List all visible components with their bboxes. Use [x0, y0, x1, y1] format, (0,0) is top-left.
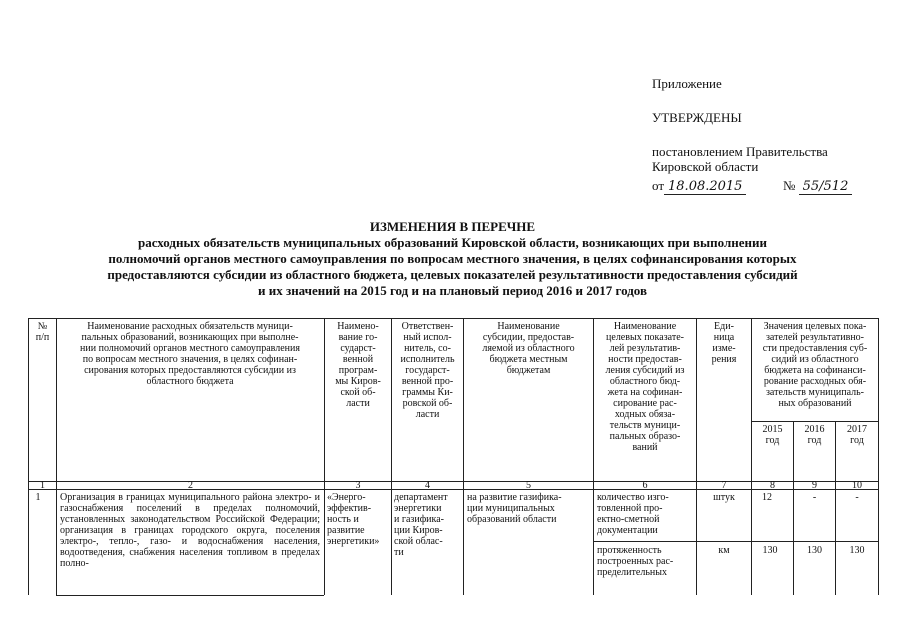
title-line-3: предоставляются субсидии из областного бюджета, целевых показателей результативности предоставления субсидий — [107, 267, 798, 282]
subsidy-name: на развитие газифика- ции муниципальных образований области — [467, 492, 562, 525]
column-number: 9 — [812, 480, 817, 491]
header-executor: Ответствен- ный испол- нитель, со- исполнитель государст- венной про- граммы Ки- ровской об- ласти — [400, 321, 455, 420]
column-number: 4 — [425, 480, 430, 491]
header-subsidy: Наименование субсидии, предостав- ляемой из областного бюджета местным бюджетам — [482, 321, 575, 376]
header-year-2016: 2016 год — [804, 424, 825, 446]
column-number: 5 — [526, 480, 531, 491]
program-name: «Энерго- эффектив- ность и развитие энергетики» — [327, 492, 380, 547]
header-year-2017: 2017 год — [847, 424, 867, 446]
title-line-1: расходных обязательств муниципальных образований Кировской области, возникающих при выполнении — [137, 235, 768, 250]
value-2015: 12 — [762, 492, 772, 503]
approved-label: УТВЕРЖДЕНЫ — [652, 110, 742, 125]
value-2015: 130 — [762, 545, 778, 556]
header-values-group: Значения целевых пока- зателей результативно- сти предоставления суб- сидий из областного бюджета на софинанси- рование расходных обя- зательств муниципаль- ных образований — [762, 321, 868, 409]
appendix-label: Приложение — [652, 76, 722, 91]
header-year-2015: 2015 год — [762, 424, 783, 446]
indicator-unit: штук — [713, 492, 735, 503]
value-2017: - — [855, 492, 859, 503]
header-obligation: Наименование расходных обязательств муници- пальных образований, возникающих при выполне- нии полномочий органов местного самоуправления по вопросам местного значения, в целях софинан- сирования которых предоставляются субсидии из областного бюджета — [80, 321, 300, 387]
column-number: 1 — [40, 480, 45, 491]
executor-name: департамент энергетики и газифика- ции Киров- ской облас- ти — [394, 492, 448, 558]
indicator-name: количество изго- товленной про- ектно-сметной документации — [597, 492, 669, 536]
column-number: 2 — [188, 480, 193, 491]
value-2017: 130 — [849, 545, 865, 556]
column-number: 8 — [770, 480, 775, 491]
title-line-2: полномочий органов местного самоуправления по вопросам местного значения, в целях софинансирования которых — [108, 251, 797, 266]
value-2016: - — [812, 492, 817, 503]
document-title: ИЗМЕНЕНИЯ В ПЕРЕЧНЕ — [369, 219, 536, 234]
column-number: 6 — [642, 480, 648, 491]
header-number: № п/п — [35, 321, 50, 343]
header-unit: Еди- ница изме- рения — [711, 321, 737, 365]
value-2016: 130 — [807, 545, 822, 556]
column-number: 3 — [355, 480, 361, 491]
resolution-line-2: Кировской области — [652, 159, 759, 174]
title-line-4: и их значений на 2015 год и на плановый период 2016 и 2017 годов — [257, 283, 647, 298]
header-program: Наимено- вание го- сударст- венной програм- мы Киров- ской об- ласти — [335, 321, 381, 409]
obligation-text: Организация в границах муниципального района электро- и газоснабжения поселений в пределах полномочий, установленных законодательством Российской Федерации; организация в границах городского округа, поселения электро-, тепло-, газо- и водоснабжения населения, водоотведения, снабжения населения топливом в пределах полно- — [60, 492, 320, 569]
date-prefix: от — [652, 178, 665, 193]
date-value: 18.08.2015 — [664, 179, 746, 195]
row-number: 1 — [35, 492, 41, 503]
column-number: 10 — [852, 480, 862, 491]
column-number: 7 — [721, 480, 727, 491]
number-prefix: № — [782, 178, 796, 193]
date-line — [652, 178, 852, 194]
number-value: 55/512 — [799, 179, 853, 195]
resolution-line-1: постановлением Правительства — [652, 144, 828, 159]
header-indicator: Наименование целевых показате- лей результатив- ности предостав- ления субсидий из областного бюд- жета на софинан- сирование рас- ходных обяза- тельств муници- пальных образо- ваний — [605, 321, 685, 453]
indicator-name: протяженность построенных рас- пределительных — [597, 545, 674, 578]
indicator-unit: км — [718, 545, 730, 556]
